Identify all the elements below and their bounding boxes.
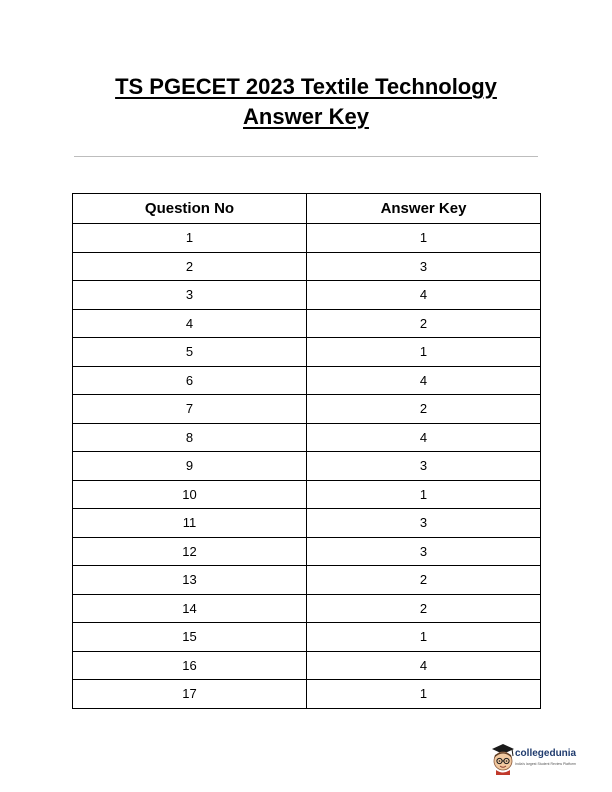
table-row: [73, 680, 541, 709]
answer-key-cell: 4: [307, 651, 541, 680]
table-row: [73, 537, 541, 566]
title-line-2: Answer Key: [243, 104, 369, 129]
question-number-cell: 9: [73, 452, 307, 481]
table-row: [73, 395, 541, 424]
table-row: [73, 480, 541, 509]
question-number-cell: 16: [73, 651, 307, 680]
question-number-cell: 2: [73, 252, 307, 281]
answer-key-table: [72, 193, 541, 709]
answer-key-cell: 4: [307, 423, 541, 452]
brand-tagline: India's largest Student Review Platform: [515, 762, 576, 766]
table-row: [73, 252, 541, 281]
page-title: [0, 72, 612, 132]
table-row: [73, 423, 541, 452]
answer-key-cell: 1: [307, 338, 541, 367]
answer-rows: [73, 224, 541, 709]
table-row: [73, 224, 541, 253]
question-number-cell: 8: [73, 423, 307, 452]
table-row: [73, 366, 541, 395]
question-number-cell: 14: [73, 594, 307, 623]
student-mascot-icon: [489, 743, 517, 775]
answer-key-cell: 2: [307, 594, 541, 623]
table-row: [73, 281, 541, 310]
question-number-cell: 10: [73, 480, 307, 509]
table-row: [73, 509, 541, 538]
question-number-cell: 3: [73, 281, 307, 310]
question-number-cell: 7: [73, 395, 307, 424]
table-row: [73, 623, 541, 652]
answer-key-cell: 2: [307, 395, 541, 424]
horizontal-divider: [74, 156, 538, 157]
table-header-row: [73, 194, 541, 224]
question-number-cell: 13: [73, 566, 307, 595]
question-number-cell: 4: [73, 309, 307, 338]
answer-key-cell: 1: [307, 623, 541, 652]
table-row: [73, 651, 541, 680]
answer-key-cell: 4: [307, 366, 541, 395]
question-number-cell: 17: [73, 680, 307, 709]
answer-key-cell: 1: [307, 224, 541, 253]
answer-key-cell: 1: [307, 480, 541, 509]
title-line-1: TS PGECET 2023 Textile Technology: [115, 74, 497, 99]
table-row: [73, 309, 541, 338]
question-number-cell: 5: [73, 338, 307, 367]
answer-key-cell: 3: [307, 509, 541, 538]
table-row: [73, 338, 541, 367]
question-number-cell: 12: [73, 537, 307, 566]
column-header-answer-key: Answer Key: [307, 194, 541, 224]
collegedunia-branding: [489, 743, 595, 775]
brand-name: collegedunia: [515, 748, 577, 759]
answer-key-cell: 2: [307, 566, 541, 595]
table-row: [73, 594, 541, 623]
answer-key-cell: 3: [307, 452, 541, 481]
table-row: [73, 566, 541, 595]
table-row: [73, 452, 541, 481]
question-number-cell: 15: [73, 623, 307, 652]
question-number-cell: 11: [73, 509, 307, 538]
answer-key-cell: 2: [307, 309, 541, 338]
question-number-cell: 6: [73, 366, 307, 395]
answer-key-cell: 3: [307, 252, 541, 281]
question-number-cell: 1: [73, 224, 307, 253]
answer-key-cell: 3: [307, 537, 541, 566]
answer-key-cell: 4: [307, 281, 541, 310]
column-header-question-no: Question No: [73, 194, 307, 224]
answer-key-cell: 1: [307, 680, 541, 709]
